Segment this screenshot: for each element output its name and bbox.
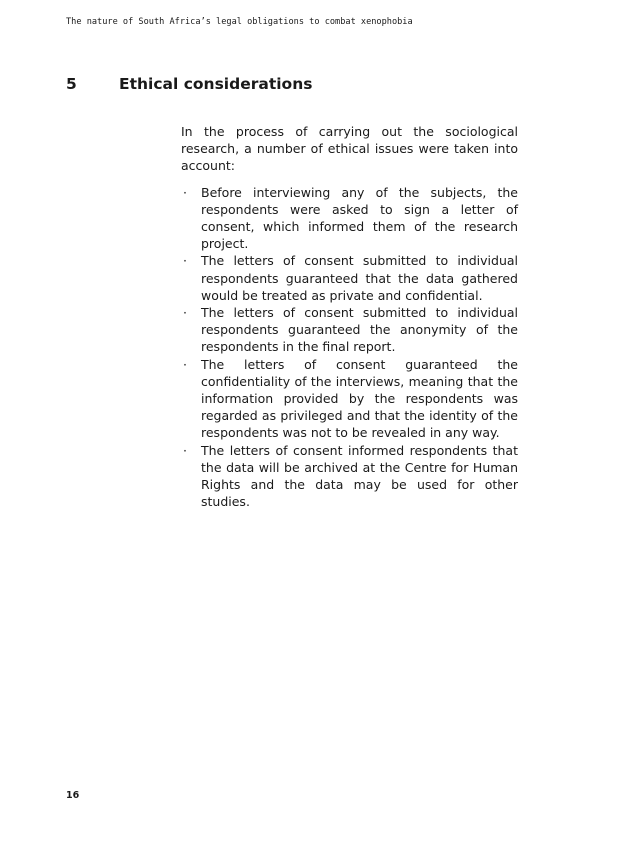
section-body bbox=[181, 123, 518, 510]
list-item bbox=[181, 442, 518, 511]
list-item-text: The letters of consent informed respondents that the data will be archived at the Centre for Human Rights and the data may be used for other studies. bbox=[201, 442, 518, 510]
bullet-icon: · bbox=[183, 442, 187, 458]
running-header: The nature of South Africa’s legal obligations to combat xenophobia bbox=[66, 17, 413, 27]
section-number: 5 bbox=[66, 75, 77, 93]
list-item-text: Before interviewing any of the subjects, the respondents were asked to sign a letter of consent, which informed them of the research project. bbox=[201, 184, 518, 252]
list-item-text: The letters of consent submitted to individual respondents guaranteed the anonymity of the respondents in the final report. bbox=[201, 305, 518, 355]
bullet-icon: · bbox=[183, 356, 187, 372]
section-heading bbox=[66, 75, 312, 93]
bullet-icon: · bbox=[183, 253, 187, 269]
list-item bbox=[181, 252, 518, 304]
section-title: Ethical considerations bbox=[119, 75, 313, 93]
list-item bbox=[181, 184, 518, 253]
intro-paragraph: In the process of carrying out the sociological research, a number of ethical issues were taken into account: bbox=[181, 124, 518, 174]
list-item bbox=[181, 356, 518, 442]
list-item bbox=[181, 304, 518, 356]
list-item-text: The letters of consent guaranteed the confidentiality of the interviews, meaning that the information provided by the respondents was regarded as privileged and that the identity of the respondents was not to be revealed in any way. bbox=[201, 356, 518, 441]
ethics-bullet-list bbox=[181, 184, 518, 511]
bullet-icon: · bbox=[183, 184, 187, 200]
list-item-text: The letters of consent submitted to individual respondents guaranteed that the data gathered would be treated as private and confidential. bbox=[201, 253, 518, 303]
bullet-icon: · bbox=[183, 305, 187, 321]
page-number: 16 bbox=[66, 790, 80, 801]
